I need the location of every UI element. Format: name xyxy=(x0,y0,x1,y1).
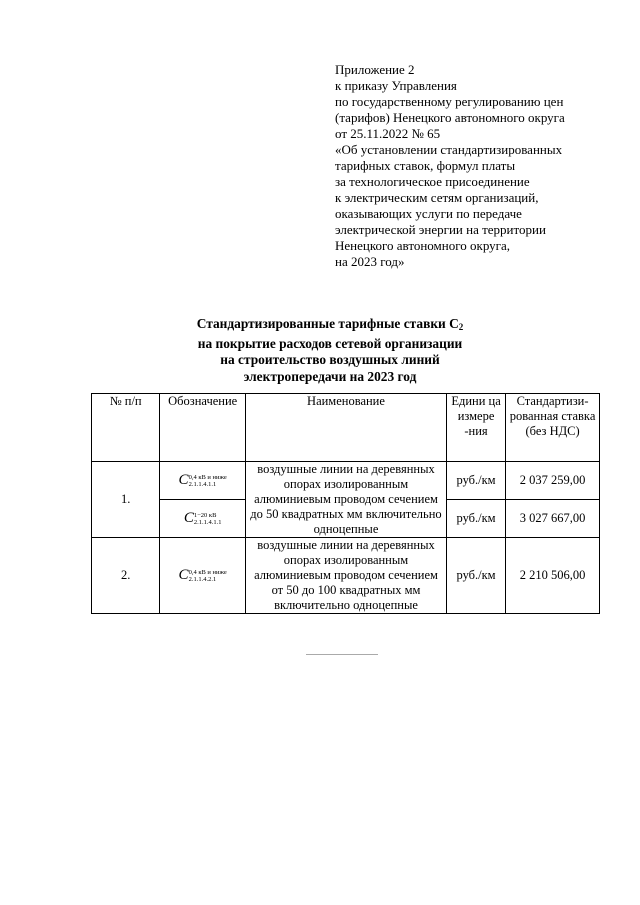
designation-cell xyxy=(160,500,246,538)
row-name: воздушные линии на деревянных опорах изолированным алюминиевым проводом сечением от 50 до 100 квадратных мм включительно одноцепные xyxy=(246,538,447,614)
row-num: 2. xyxy=(92,538,160,614)
row-unit: руб./км xyxy=(446,462,505,500)
designation-cell xyxy=(160,538,246,614)
appendix-line: к приказу Управления xyxy=(335,78,457,93)
row-name: воздушные линии на деревянных опорах изолированным алюминиевым проводом сечением до 50 квадратных мм включительно одноцепные xyxy=(246,462,447,538)
designation-symbol: C 1−20 кВ 2.1.1.4.1.1 xyxy=(183,509,222,527)
title-line-3: на строительство воздушных линий xyxy=(220,352,440,368)
designation-symbol: C 0,4 кВ и ниже 2.1.1.4.1.1 xyxy=(178,471,227,489)
designation-cell xyxy=(160,462,246,500)
header-unit: Едини ца измере -ния xyxy=(446,394,505,462)
title-text: Стандартизированные тарифные ставки С xyxy=(196,316,459,331)
designation-symbol: C 0,4 кВ и ниже 2.1.1.4.2.1 xyxy=(178,566,227,584)
appendix-line: от 25.11.2022 № 65 xyxy=(335,126,441,141)
table-header-row xyxy=(92,394,600,462)
row-rate: 2 037 259,00 xyxy=(506,462,600,500)
table-row xyxy=(92,462,600,500)
appendix-line: Приложение 2 xyxy=(335,62,415,77)
table-row xyxy=(92,538,600,614)
row-unit: руб./км xyxy=(446,500,505,538)
appendix-line: к электрическим сетям организаций, xyxy=(335,190,539,205)
header-num: № п/п xyxy=(92,394,160,462)
appendix-line: на 2023 год» xyxy=(335,254,405,269)
appendix-line: (тарифов) Ненецкого автономного округа xyxy=(335,110,565,125)
appendix-header xyxy=(335,62,625,270)
row-rate: 3 027 667,00 xyxy=(506,500,600,538)
row-num: 1. xyxy=(92,462,160,538)
title-subscript: 2 xyxy=(458,322,464,332)
title-line-1 xyxy=(140,316,520,336)
row-rate: 2 210 506,00 xyxy=(506,538,600,614)
header-code: Обозначение xyxy=(160,394,246,462)
appendix-line: по государственному регулированию цен xyxy=(335,94,564,109)
title-line-2: на покрытие расходов сетевой организации xyxy=(197,335,463,351)
header-name: Наименование xyxy=(246,394,447,462)
appendix-line: «Об установлении стандартизированных xyxy=(335,142,563,157)
rates-table xyxy=(91,393,600,614)
appendix-line: тарифных ставок, формул платы xyxy=(335,158,516,173)
title-line-4: электропередачи на 2023 год xyxy=(243,368,417,384)
appendix-line: электрической энергии на территории xyxy=(335,222,546,237)
appendix-line: за технологическое присоединение xyxy=(335,174,530,189)
row-unit: руб./км xyxy=(446,538,505,614)
header-rate: Стандартизи- рованная ставка (без НДС) xyxy=(506,394,600,462)
appendix-line: оказывающих услуги по передаче xyxy=(335,206,522,221)
end-separator xyxy=(306,654,378,655)
appendix-line: Ненецкого автономного округа, xyxy=(335,238,510,253)
document-title xyxy=(140,316,520,385)
